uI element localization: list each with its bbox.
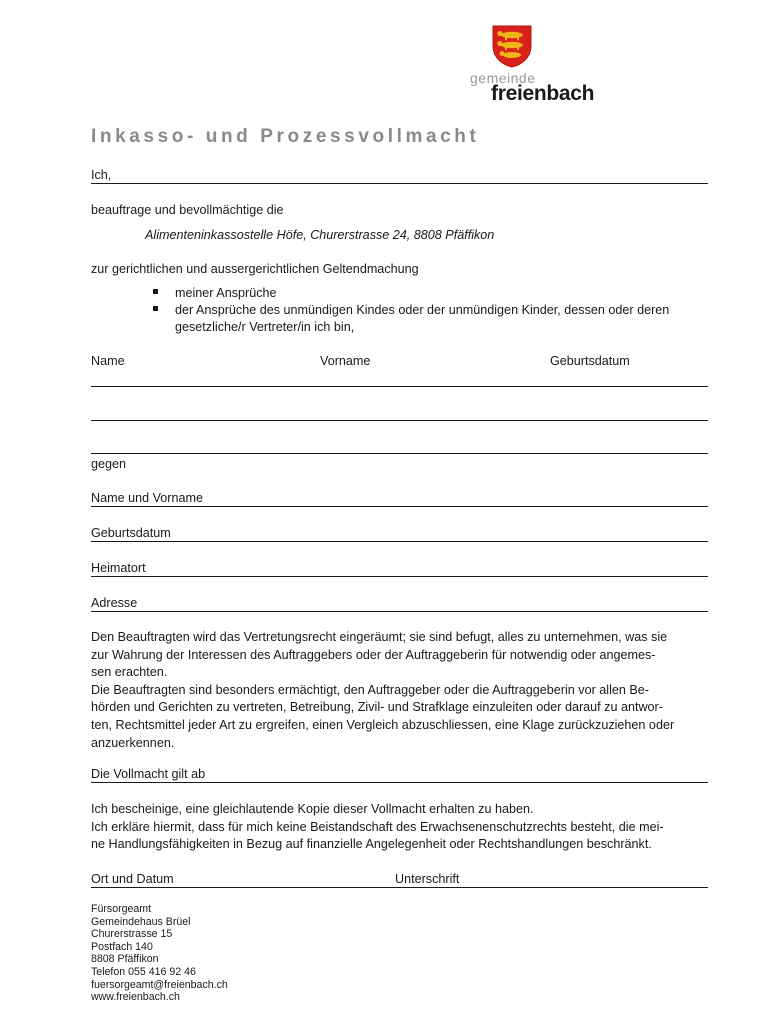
coat-of-arms-logo — [491, 24, 533, 68]
label-geburtsdatum: Geburtsdatum — [91, 526, 171, 540]
geburtsdatum-line[interactable] — [91, 541, 708, 542]
footer-line: Churerstrasse 15 — [91, 928, 173, 941]
paragraph-line: anzuerkennen. — [91, 735, 175, 750]
footer-line: Postfach 140 — [91, 940, 153, 953]
ich-input-line[interactable] — [91, 183, 708, 184]
paragraph-line: hörden und Gerichten zu vertreten, Betreibung, Zivil- und Strafklage einzuleiten oder darauf zu antwor- — [91, 700, 663, 715]
label-gilt-ab: Die Vollmacht gilt ab — [91, 767, 206, 781]
footer-website-link[interactable]: www.freienbach.ch — [91, 991, 180, 1004]
footer-address — [91, 903, 228, 1004]
label-beauftrage: beauftrage und bevollmächtige die — [91, 203, 284, 217]
paragraph-line: Ich bescheinige, eine gleichlautende Kopie dieser Vollmacht erhalten zu haben. — [91, 802, 534, 816]
paragraph-line: Ich erkläre hiermit, dass für mich keine Beistandschaft des Erwachsenenschutzrechts besteht, die mei- — [91, 819, 664, 834]
footer-line: Gemeindehaus Brüel — [91, 915, 191, 928]
paragraph-line: Die Beauftragten sind besonders ermächtigt, den Auftraggeber oder die Auftraggeberin vor allen Be- — [91, 682, 649, 697]
label-gegen: gegen — [91, 457, 127, 471]
footer-email-link[interactable]: fuersorgeamt@freienbach.ch — [91, 978, 228, 991]
agency-address: Alimenteninkassostelle Höfe, Churerstrasse 24, 8808 Pfäffikon — [145, 228, 495, 242]
paragraph-line: sen erachten. — [91, 665, 168, 680]
logo-text-freienbach: freienbach — [491, 82, 595, 105]
heimatort-line[interactable] — [91, 576, 708, 577]
logo-text-gemeinde: gemeinde — [470, 70, 536, 86]
child-row-1-line[interactable] — [91, 386, 708, 387]
adresse-line[interactable] — [91, 611, 708, 612]
label-ich: Ich, — [91, 168, 112, 182]
footer-line: 8808 Pfäffikon — [91, 953, 159, 966]
footer-line: Telefon 055 416 92 46 — [91, 965, 196, 978]
paragraph-line: ne Handlungsfähigkeiten in Bezug auf finanzielle Angelegenheit oder Rechtshandlungen beschränkt. — [91, 837, 652, 852]
header-name: Name — [91, 354, 125, 368]
bullet-item-1: meiner Ansprüche — [175, 286, 277, 300]
paragraph-line: ten, Rechtsmittel jeder Art zu ergreifen, einen Vergleich abzuschliessen, eine Klage zurückzuziehen oder — [91, 717, 675, 732]
label-heimatort: Heimatort — [91, 561, 146, 575]
child-row-2-line[interactable] — [91, 420, 708, 421]
bullet-marker — [153, 289, 158, 294]
bescheinigung-paragraph — [91, 801, 711, 854]
signature-line[interactable] — [91, 887, 708, 888]
label-ort-und-datum: Ort und Datum — [91, 872, 174, 886]
gilt-ab-line[interactable] — [91, 782, 708, 783]
page-title: Inkasso- und Prozessvollmacht — [91, 126, 480, 147]
label-geltendmachung: zur gerichtlichen und aussergerichtlichen Geltendmachung — [91, 262, 419, 276]
paragraph-line: Den Beauftragten wird das Vertretungsrecht eingeräumt; sie sind befugt, alles zu unternehmen, was sie — [91, 630, 668, 644]
label-adresse: Adresse — [91, 596, 138, 610]
bullet-item-2: der Ansprüche des unmündigen Kindes oder der unmündigen Kinder, dessen oder deren — [175, 303, 670, 317]
label-name-und-vorname: Name und Vorname — [91, 491, 204, 505]
name-und-vorname-line[interactable] — [91, 506, 708, 507]
paragraph-line: zur Wahrung der Interessen des Auftraggebers oder der Auftraggeberin für notwendig oder angemes- — [91, 647, 656, 662]
label-unterschrift: Unterschrift — [395, 872, 460, 886]
header-geburtsdatum: Geburtsdatum — [550, 354, 630, 368]
vollmacht-paragraph — [91, 629, 711, 752]
bullet-item-2-continuation: gesetzliche/r Vertreter/in ich bin, — [175, 320, 355, 334]
bullet-marker — [153, 306, 158, 311]
footer-line: Fürsorgeamt — [91, 903, 152, 915]
header-vorname: Vorname — [320, 354, 371, 368]
child-row-3-line[interactable] — [91, 453, 708, 454]
